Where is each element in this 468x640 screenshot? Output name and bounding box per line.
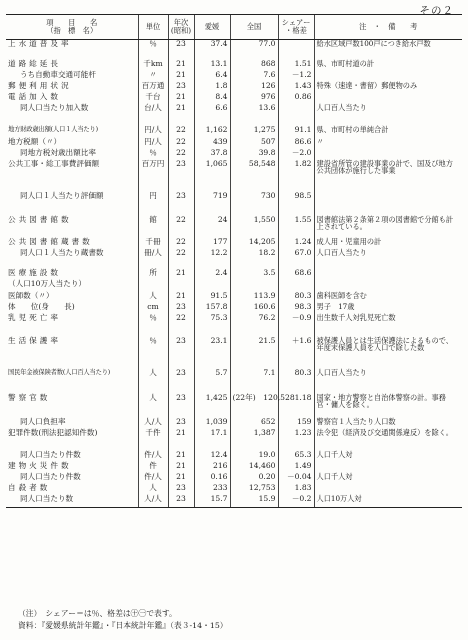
table-row — [6, 71, 462, 82]
cell-item: 公共図書館蔵書数 — [8, 236, 93, 246]
table-row — [6, 216, 462, 238]
cell-share: －0.9 — [278, 314, 314, 337]
cell-unit: 千km — [138, 60, 168, 71]
cell-ehime: 177 — [194, 238, 230, 249]
cell-national: 652 — [230, 418, 278, 429]
cell-year: 21 — [168, 462, 194, 473]
cell-note — [314, 484, 462, 495]
cell-note: 〃 — [314, 138, 462, 149]
cell-note: 被保護人員とは生活保護法によるもので、年度末保護人員を人口で除した数 — [314, 337, 462, 369]
cell-item: 電話加入数 — [8, 91, 61, 101]
page-label: その２ — [419, 5, 454, 17]
table-row — [6, 269, 462, 280]
cell-national: 7.1 — [230, 369, 278, 394]
cell-national: 39.8 — [230, 149, 278, 160]
table-row — [6, 292, 462, 303]
cell-note — [314, 149, 462, 160]
cell-item: 医師数（〃） — [8, 290, 54, 300]
cell-share: 98.5 — [278, 192, 314, 216]
cell-unit: 件/人 — [138, 473, 168, 484]
table-row — [6, 249, 462, 269]
table-header-row — [6, 15, 462, 40]
cell-ehime: 37.4 — [194, 40, 230, 60]
cell-note: 県、市町村の単純合計 — [314, 126, 462, 138]
cell-item: うち自動車交通可能杆 — [20, 69, 96, 79]
cell-unit: 円 — [138, 192, 168, 216]
table-row — [6, 280, 462, 292]
cell-year: 22 — [168, 314, 194, 337]
cell-note: 出生数千人対乳児死亡数 — [314, 314, 462, 337]
cell-unit: 人 — [138, 369, 168, 394]
cell-unit: 人 — [138, 394, 168, 418]
table-row — [6, 484, 462, 495]
header-item: 項 目 名 （指 標 名） — [6, 15, 138, 40]
cell-item: 生活保護率 — [8, 335, 61, 345]
cell-year: 22 — [168, 138, 194, 149]
cell-note: 人口百人当たり — [314, 104, 462, 126]
table-row — [6, 473, 462, 484]
cell-unit: 台/人 — [138, 104, 168, 126]
cell-share: 91.1 — [278, 126, 314, 138]
cell-national: 976 — [230, 93, 278, 104]
table-row — [6, 192, 462, 216]
cell-item: 建物火災件数 — [8, 460, 72, 470]
cell-ehime: 1,425 — [194, 394, 230, 418]
cell-ehime: 13.1 — [194, 60, 230, 71]
cell-ehime — [194, 280, 230, 292]
cell-ehime: 8.4 — [194, 93, 230, 104]
cell-unit: 件 — [138, 462, 168, 473]
cell-unit: 館 — [138, 216, 168, 238]
cell-year: 23 — [168, 192, 194, 216]
cell-item: 医療施設数 — [8, 267, 61, 277]
cell-ehime: 439 — [194, 138, 230, 149]
cell-note — [314, 93, 462, 104]
cell-ehime: 2.4 — [194, 269, 230, 280]
cell-national: 76.2 — [230, 314, 278, 337]
cell-year: 21 — [168, 60, 194, 71]
cell-unit: ％ — [138, 314, 168, 337]
cell-year: 23 — [168, 160, 194, 192]
cell-item: 上水道普及率 — [8, 39, 72, 48]
cell-unit — [138, 280, 168, 292]
cell-unit: 冊/人 — [138, 249, 168, 269]
cell-year: 21 — [168, 269, 194, 280]
cell-ehime: 12.2 — [194, 249, 230, 269]
cell-ehime: 37.8 — [194, 149, 230, 160]
header-ehime: 愛媛 — [194, 15, 230, 40]
cell-note: 男子 17歳 — [314, 303, 462, 314]
cell-year: 23 — [168, 495, 194, 508]
cell-share: 98.3 — [278, 303, 314, 314]
cell-national: 14,460 — [230, 462, 278, 473]
header-share: シェアー ・格差 — [278, 15, 314, 40]
cell-national: 730 — [230, 192, 278, 216]
cell-ehime: 15.7 — [194, 495, 230, 508]
cell-note: 歯科医師を含む — [314, 292, 462, 303]
cell-share: 1.24 — [278, 238, 314, 249]
cell-national: 0.20 — [230, 473, 278, 484]
cell-share: 1.23 — [278, 429, 314, 451]
cell-national: 13.6 — [230, 104, 278, 126]
table-row — [6, 238, 462, 249]
cell-share — [278, 280, 314, 292]
cell-share: 0.86 — [278, 93, 314, 104]
cell-item: 自殺者数 — [8, 482, 51, 492]
cell-national: 77.0 — [230, 40, 278, 60]
cell-unit: 千台 — [138, 93, 168, 104]
cell-unit: 千件 — [138, 429, 168, 451]
cell-national: 507 — [230, 138, 278, 149]
table-row — [6, 394, 462, 418]
table-row — [6, 303, 462, 314]
cell-year: 21 — [168, 71, 194, 82]
cell-year: 22 — [168, 149, 194, 160]
cell-share: 65.3 — [278, 451, 314, 462]
cell-year: 22 — [168, 249, 194, 269]
header-note: 注 ・ 備 考 — [314, 15, 462, 40]
cell-ehime: 1,162 — [194, 126, 230, 138]
cell-national: 58,548 — [230, 160, 278, 192]
cell-share: 1.82 — [278, 160, 314, 192]
cell-share: 68.6 — [278, 269, 314, 280]
cell-item: 犯罪件数(刑法犯認知件数) — [8, 427, 98, 437]
cell-item: 同人口１人当たり蔵書数 — [20, 247, 104, 257]
cell-unit: 百万通 — [138, 82, 168, 93]
cell-unit: 人/人 — [138, 495, 168, 508]
cell-ehime: 5.7 — [194, 369, 230, 394]
cell-note: 成人用・児童用の計 — [314, 238, 462, 249]
cell-ehime: 17.1 — [194, 429, 230, 451]
cell-note — [314, 462, 462, 473]
cell-item: 同人口当たり数 — [6, 495, 138, 508]
cell-unit: 所 — [138, 269, 168, 280]
cell-item: 公共工事・総工事費評価額 — [8, 158, 100, 168]
cell-item: 国民年金被保険者数(人口百人当たり) — [8, 368, 111, 376]
cell-national: 113.9 — [230, 292, 278, 303]
cell-note: 人口千人対 — [314, 473, 462, 484]
cell-national: 15.9 — [230, 495, 278, 508]
cell-year: 23 — [168, 394, 194, 418]
cell-note: 人口百人当たり — [314, 369, 462, 394]
cell-year: 23 — [168, 337, 194, 369]
cell-year: 23 — [168, 418, 194, 429]
cell-share: －0.2 — [278, 495, 314, 508]
table-row — [6, 40, 462, 60]
table-row — [6, 462, 462, 473]
cell-ehime: 1.8 — [194, 82, 230, 93]
table-row — [6, 104, 462, 126]
cell-ehime: 0.16 — [194, 473, 230, 484]
cell-ehime: 24 — [194, 216, 230, 238]
cell-year: 21 — [168, 429, 194, 451]
table-row — [6, 82, 462, 93]
cell-note — [314, 280, 462, 292]
cell-year: 21 — [168, 292, 194, 303]
cell-unit: 人 — [138, 292, 168, 303]
cell-national: 19.0 — [230, 451, 278, 462]
cell-national: 3.5 — [230, 269, 278, 280]
cell-note — [314, 71, 462, 82]
cell-share: ＋1.6 — [278, 337, 314, 369]
table-row — [6, 126, 462, 138]
table-row — [6, 495, 462, 508]
cell-year: 22 — [168, 238, 194, 249]
cell-ehime: 1,039 — [194, 418, 230, 429]
table-row — [6, 369, 462, 394]
cell-unit: ％ — [138, 337, 168, 369]
cell-unit: ％ — [138, 149, 168, 160]
cell-ehime: 1,065 — [194, 160, 230, 192]
cell-national: 18.2 — [230, 249, 278, 269]
table-row — [6, 138, 462, 149]
cell-item: 地方財政歳出額(人口１人当たり) — [8, 125, 98, 133]
cell-ehime: 12.4 — [194, 451, 230, 462]
cell-note: 人口百人当たり — [314, 249, 462, 269]
cell-national: 1,387 — [230, 429, 278, 451]
cell-year: 23 — [168, 484, 194, 495]
cell-item: 同人口負担率 — [20, 416, 66, 426]
cell-unit: 千冊 — [138, 238, 168, 249]
cell-note: 給水区域戸数100戸につき給水戸数 — [314, 40, 462, 60]
cell-national: 21.5 — [230, 337, 278, 369]
cell-year: 21 — [168, 451, 194, 462]
cell-year — [168, 280, 194, 292]
cell-year: 22 — [168, 126, 194, 138]
cell-share: －1.2 — [278, 71, 314, 82]
cell-note: 人口10万人対 — [314, 495, 462, 508]
header-national: 全国 — [230, 15, 278, 40]
cell-year: 23 — [168, 369, 194, 394]
table-row — [6, 451, 462, 462]
cell-year: 23 — [168, 40, 194, 60]
table-row — [6, 429, 462, 451]
cell-note: 国家・地方警察と自治体警察の計。事務官・傭人を除く。 — [314, 394, 462, 418]
cell-note: 建設省所管の建設事業の計で、国及び地方公共団体が施行した事業 — [314, 160, 462, 192]
cell-ehime: 157.8 — [194, 303, 230, 314]
table-row — [6, 60, 462, 71]
cell-ehime: 91.5 — [194, 292, 230, 303]
cell-item: 同人口当たり加入数 — [20, 102, 89, 112]
cell-share: 86.6 — [278, 138, 314, 149]
cell-note: 県、市町村道の計 — [314, 60, 462, 71]
cell-national: 12,753 — [230, 484, 278, 495]
cell-year: 22 — [168, 216, 194, 238]
table-row — [6, 314, 462, 337]
cell-item: （人口10万人当たり） — [8, 278, 87, 288]
cell-unit: 百万円 — [138, 160, 168, 192]
cell-share: －2.0 — [278, 149, 314, 160]
cell-share: 1.18 — [278, 394, 314, 418]
cell-item: 同人口当たり件数 — [20, 449, 81, 459]
header-unit: 単位 — [138, 15, 168, 40]
cell-item: 同人口当たり件数 — [20, 471, 81, 481]
cell-national: 126 — [230, 82, 278, 93]
header-year: 年次 (昭和) — [168, 15, 194, 40]
cell-national: 160.6 — [230, 303, 278, 314]
table-row — [6, 337, 462, 369]
cell-share: －0.04 — [278, 473, 314, 484]
cell-ehime: 719 — [194, 192, 230, 216]
cell-share: 159 — [278, 418, 314, 429]
cell-item: 郵便利用状況 — [8, 80, 72, 90]
cell-ehime: 75.3 — [194, 314, 230, 337]
cell-ehime: 6.6 — [194, 104, 230, 126]
cell-item: 公共図書館数 — [8, 214, 72, 224]
cell-unit: 〃 — [138, 71, 168, 82]
table-row — [6, 149, 462, 160]
cell-unit: 円/人 — [138, 126, 168, 138]
cell-unit: ％ — [138, 40, 168, 60]
cell-ehime: 23.1 — [194, 337, 230, 369]
cell-unit: 円/人 — [138, 138, 168, 149]
cell-year: 23 — [168, 82, 194, 93]
cell-note: 特殊（速達・書留）郵便物のみ — [314, 82, 462, 93]
cell-year: 23 — [168, 303, 194, 314]
footnote-source: 資料：『愛媛県統計年鑑』・『日本統計年鑑』（表３-14・15） — [18, 621, 228, 630]
table-row — [6, 93, 462, 104]
cell-item: 乳児死亡率 — [8, 312, 61, 322]
cell-share: 1.55 — [278, 216, 314, 238]
cell-note: 法令犯（経済及び交通関係違反）を除く。 — [314, 429, 462, 451]
cell-item: 同人口１人当たり評価額 — [20, 190, 104, 200]
cell-national: 868 — [230, 60, 278, 71]
table-row — [6, 160, 462, 192]
cell-note: 図書館法第２条第２項の図書館で分館も計上されている。 — [314, 216, 462, 238]
cell-ehime: 6.4 — [194, 71, 230, 82]
cell-unit: 人 — [138, 484, 168, 495]
cell-ehime: 233 — [194, 484, 230, 495]
cell-national — [230, 280, 278, 292]
cell-item: 体 位(身 長) — [8, 301, 75, 311]
cell-national: 7.6 — [230, 71, 278, 82]
cell-ehime: 216 — [194, 462, 230, 473]
cell-year: 21 — [168, 104, 194, 126]
cell-national: 14,205 — [230, 238, 278, 249]
cell-item: 道路総延長 — [8, 58, 61, 68]
cell-item: 地方税額（〃） — [8, 136, 62, 146]
cell-national: (22年) 120,528 — [230, 394, 278, 418]
cell-unit: 人/人 — [138, 418, 168, 429]
cell-unit: cm — [138, 303, 168, 314]
cell-share — [278, 40, 314, 60]
statistics-table — [6, 14, 462, 508]
cell-share — [278, 104, 314, 126]
cell-item: 警察官数 — [8, 392, 51, 402]
cell-note — [314, 269, 462, 280]
cell-share: 80.3 — [278, 369, 314, 394]
table-row — [6, 418, 462, 429]
cell-year: 21 — [168, 93, 194, 104]
cell-note — [314, 192, 462, 216]
cell-share: 80.3 — [278, 292, 314, 303]
cell-share: 1.49 — [278, 462, 314, 473]
cell-share: 1.51 — [278, 60, 314, 71]
cell-year: 21 — [168, 473, 194, 484]
cell-item: 同地方税対歳出額比率 — [20, 147, 96, 157]
cell-unit: 件/人 — [138, 451, 168, 462]
cell-note: 人口千人対 — [314, 451, 462, 462]
cell-share: 1.83 — [278, 484, 314, 495]
footnote-note: （注） シェアー＝は％、格差は㊉㊀で表す。 — [18, 609, 177, 618]
cell-share: 1.43 — [278, 82, 314, 93]
cell-national: 1,550 — [230, 216, 278, 238]
cell-national: 1,275 — [230, 126, 278, 138]
cell-note: 警察官１人当たり人口数 — [314, 418, 462, 429]
cell-share: 67.0 — [278, 249, 314, 269]
